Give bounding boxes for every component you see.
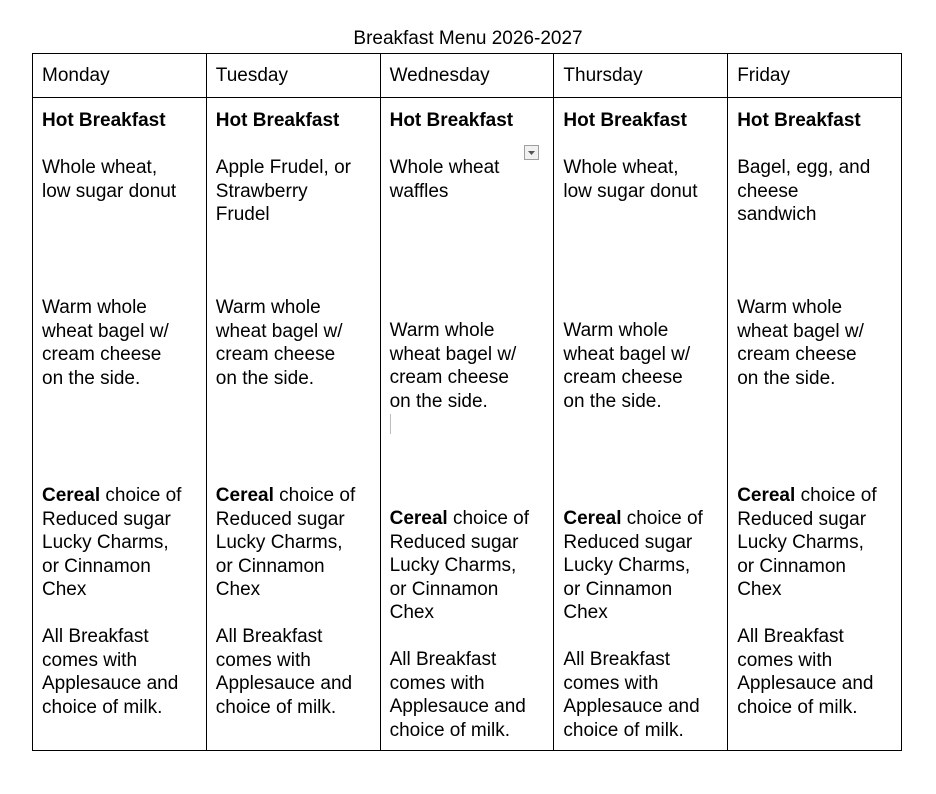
hot-item-secondary: Warm whole wheat bagel w/ cream cheese on the side.: [42, 297, 169, 389]
cereal-option: [737, 484, 893, 602]
hot-item-primary: Whole wheat, low sugar donut: [42, 157, 177, 202]
menu-table: [32, 53, 902, 751]
cereal-option: [42, 484, 198, 602]
menu-cell-wednesday[interactable]: [380, 98, 554, 751]
cereal-choices: choice of Reduced sugar Lucky Charms, or Cinnamon Chex: [563, 508, 703, 623]
hot-item-primary: Whole wheat, low sugar donut: [563, 157, 698, 202]
day-header-thursday: Thursday: [554, 54, 728, 98]
hot-item-primary: Bagel, egg, and cheese sandwich: [737, 157, 871, 225]
header-row: [33, 54, 902, 98]
cereal-label: Cereal: [42, 485, 101, 506]
cereal-choices: choice of Reduced sugar Lucky Charms, or Cinnamon Chex: [42, 485, 182, 600]
hot-breakfast-label: Hot Breakfast: [215, 110, 340, 131]
sides-note: All Breakfast comes with Applesauce and choice of milk.: [389, 649, 526, 741]
cereal-label: Cereal: [563, 508, 622, 529]
cereal-label: Cereal: [215, 485, 274, 506]
sides-note: All Breakfast comes with Applesauce and choice of milk.: [563, 649, 700, 741]
hot-item-secondary: Warm whole wheat bagel w/ cream cheese on the side.: [389, 320, 517, 412]
hot-breakfast-label: Hot Breakfast: [737, 110, 861, 131]
menu-row: [33, 98, 902, 751]
sides-note: All Breakfast comes with Applesauce and choice of milk.: [737, 626, 874, 718]
cereal-label: Cereal: [389, 508, 448, 529]
menu-cell-tuesday[interactable]: [206, 98, 380, 751]
menu-cell-thursday[interactable]: [554, 98, 728, 751]
hot-breakfast-label: Hot Breakfast: [563, 110, 687, 131]
hot-item-secondary: Warm whole wheat bagel w/ cream cheese on the side.: [737, 297, 864, 389]
sides-note: All Breakfast comes with Applesauce and choice of milk.: [215, 626, 353, 718]
menu-cell-monday[interactable]: [33, 98, 207, 751]
day-header-friday: Friday: [728, 54, 902, 98]
hot-breakfast-label: Hot Breakfast: [389, 110, 514, 131]
cereal-choices: choice of Reduced sugar Lucky Charms, or Cinnamon Chex: [389, 508, 530, 623]
sides-note: All Breakfast comes with Applesauce and choice of milk.: [42, 626, 179, 718]
day-header-monday: Monday: [33, 54, 207, 98]
text-cursor: [390, 414, 391, 434]
cereal-option: [390, 507, 546, 625]
cereal-choices: choice of Reduced sugar Lucky Charms, or Cinnamon Chex: [737, 485, 877, 600]
cereal-choices: choice of Reduced sugar Lucky Charms, or Cinnamon Chex: [215, 485, 356, 600]
hot-breakfast-label: Hot Breakfast: [42, 110, 166, 131]
cereal-option: [216, 484, 372, 602]
hot-item-secondary: Warm whole wheat bagel w/ cream cheese on the side.: [215, 297, 343, 389]
hot-item-primary: Apple Frudel, or Strawberry Frudel: [215, 157, 351, 225]
day-header-wednesday: Wednesday: [380, 54, 554, 98]
cereal-option: [563, 507, 719, 625]
page-title: Breakfast Menu 2026-2027: [353, 28, 583, 49]
hot-item-primary: Whole wheat waffles: [389, 157, 500, 202]
menu-cell-friday[interactable]: [728, 98, 902, 751]
hot-item-secondary: Warm whole wheat bagel w/ cream cheese on the side.: [563, 320, 691, 412]
cereal-label: Cereal: [737, 485, 796, 506]
day-header-tuesday: Tuesday: [206, 54, 380, 98]
